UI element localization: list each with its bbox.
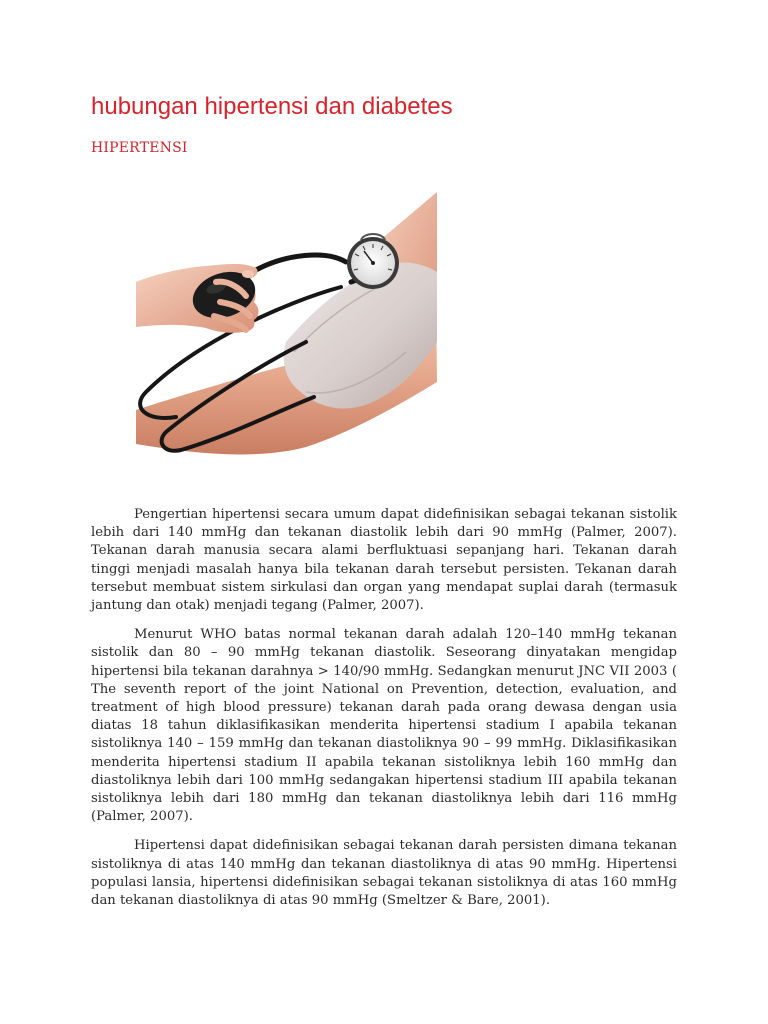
blood-pressure-photo	[136, 192, 437, 461]
paragraph-3: Hipertensi dapat didefinisikan sebagai tekanan darah persisten dimana tekanan sistoliknya di atas 140 mmHg dan tekanan diastoliknya di atas 90 mmHg. Hipertensi populasi lansia, hipertensi didefinisikan sebagai tekanan sistoliknya di atas 160 mmHg dan tekanan diastoliknya di atas 90 mmHg (Smeltzer & Bare, 2001).	[91, 838, 677, 909]
paragraph-2: Menurut WHO batas normal tekanan darah adalah 120–140 mmHg tekanan sistolik dan 80 – 90 mmHg tekanan diastolik. Seseorang dinyatakan mengidap hipertensi bila tekanan darahnya > 140/90 mmHg. Sedangkan menurut JNC VII 2003 ( The seventh report of the joint National on Prevention, detection, evaluation, and treatment of high blood pressure) tekanan darah pada orang dewasa dengan usia diatas 18 tahun diklasifikasikan menderita hipertensi stadium I apabila tekanan sistoliknya 140 – 159 mmHg dan tekanan diastoliknya 90 – 99 mmHg. Diklasifikasikan menderita hipertensi stadium II apabila tekanan sistoliknya lebih 160 mmHg dan diastoliknya lebih dari 100 mmHg sedangakan hipertensi stadium III apabila tekanan sistoliknya lebih dari 180 mmHg dan tekanan diastoliknya lebih dari 116 mmHg (Palmer, 2007).	[91, 627, 677, 825]
body-text	[91, 506, 677, 921]
section-heading-hipertensi: HIPERTENSI	[91, 140, 188, 156]
paragraph-1: Pengertian hipertensi secara umum dapat didefinisikan sebagai tekanan sistolik lebih dari 140 mmHg dan tekanan diastolik lebih dari 90 mmHg (Palmer, 2007). Tekanan darah manusia secara alami berfluktuasi sepanjang hari. Tekanan darah tinggi menjadi masalah hanya bila tekanan darah tersebut persisten. Tekanan darah tersebut membuat sistem sirkulasi dan organ yang mendapat suplai darah (termasuk jantung dan otak) menjadi tegang (Palmer, 2007).	[91, 507, 677, 614]
document-title: hubungan hipertensi dan diabetes	[91, 93, 453, 120]
blood-pressure-measurement-icon	[136, 192, 437, 461]
